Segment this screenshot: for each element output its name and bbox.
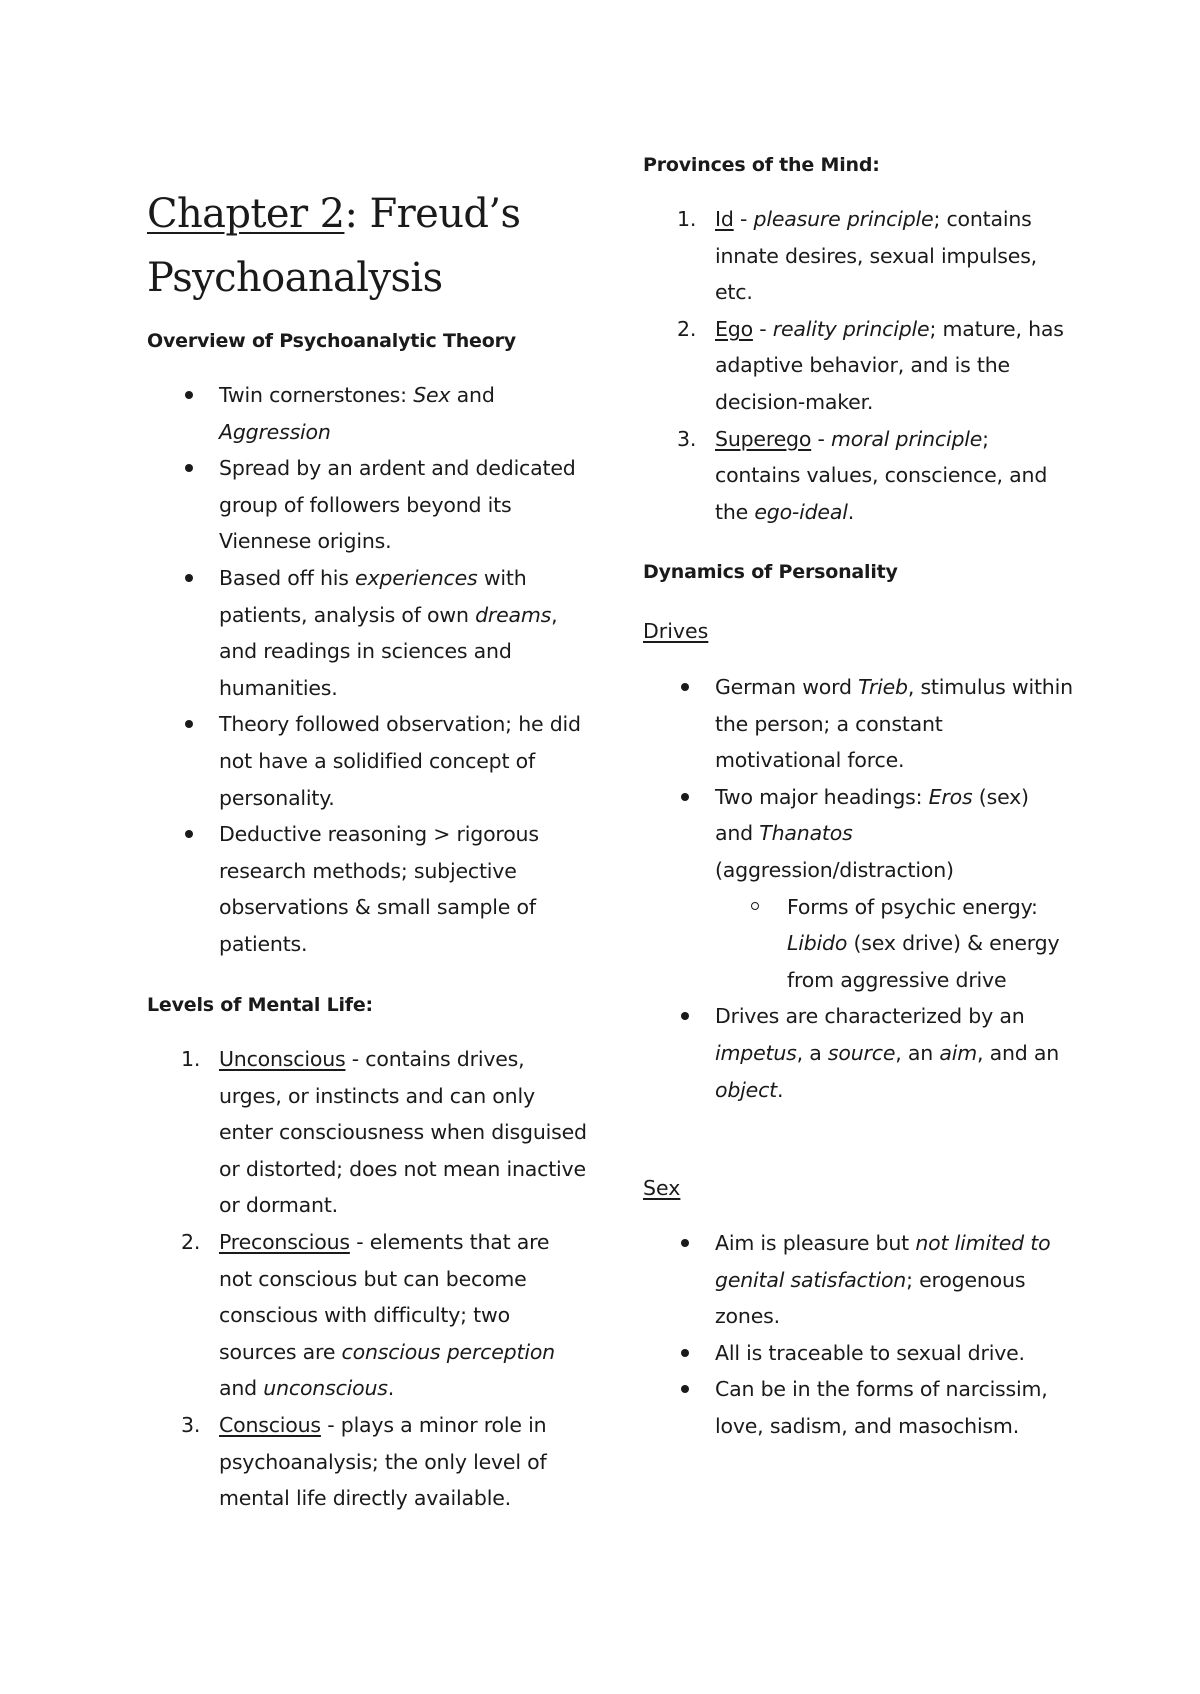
list-item: German word Trieb, stimulus within the person; a constant motivational force. [643,669,1073,779]
list-item: All is traceable to sexual drive. [643,1335,1073,1372]
list-item: 1. Id - pleasure principle; contains innate desires, sexual impulses, etc. [677,207,1038,305]
list-item: Based off his experiences with patients, analysis of own dreams, and readings in sciences and humanities. [147,560,587,706]
provinces-heading: Provinces of the Mind: [643,154,880,176]
dynamics-heading: Dynamics of Personality [643,561,898,583]
page-title [147,182,587,310]
list-item: 3. Superego - moral principle; contains values, conscience, and the ego-ideal. [677,426,1048,524]
list-item: Forms of psychic energy: Libido (sex drive) & energy from aggressive drive [715,889,1073,999]
list-item: 1. Unconscious - contains drives, urges, or instincts and can only enter consciousness when disguised or distorted; does not mean inactive or dormant. [181,1047,587,1218]
levels-list [147,1041,587,1517]
list-item: Twin cornerstones: Sex and Aggression [147,377,587,450]
list-item: 3. Conscious - plays a minor role in psychoanalysis; the only level of mental life directly available. [181,1412,547,1511]
levels-heading: Levels of Mental Life: [147,994,373,1016]
chapter-name: : Freud’s Psychoanalysis [147,191,521,301]
list-item: Spread by an ardent and dedicated group of followers beyond its Viennese origins. [147,450,587,560]
sex-list [643,1225,1073,1445]
list-item: Aim is pleasure but not limited to genital satisfaction; erogenous zones. [643,1225,1073,1335]
list-item: Theory followed observation; he did not have a solidified concept of personality. [147,706,587,816]
list-item: 2. Ego - reality principle; mature, has adaptive behavior, and is the decision-maker. [677,316,1064,414]
list-item: 2. Preconscious - elements that are not conscious but can become conscious with difficulty; two sources are conscious perception and unconscious. [181,1229,555,1401]
overview-list [147,377,587,963]
list-item: Can be in the forms of narcissim, love, sadism, and masochism. [643,1371,1073,1444]
sex-subheading: Sex [643,1176,681,1200]
drives-subheading: Drives [643,619,709,643]
drives-list [643,669,1073,1108]
drives-sublist [715,889,1073,999]
list-item: Drives are characterized by an impetus, a source, an aim, and an object. [643,998,1073,1108]
provinces-list [643,201,1073,530]
overview-heading: Overview of Psychoanalytic Theory [147,330,516,352]
chapter-number: Chapter 2 [147,191,345,237]
list-item: Deductive reasoning > rigorous research methods; subjective observations & small sample of patients. [147,816,587,962]
list-item: Two major headings: Eros (sex) and Thanatos (aggression/distraction) Forms of psychic energy: Libido (sex drive) & energy from aggressive drive [643,779,1073,999]
